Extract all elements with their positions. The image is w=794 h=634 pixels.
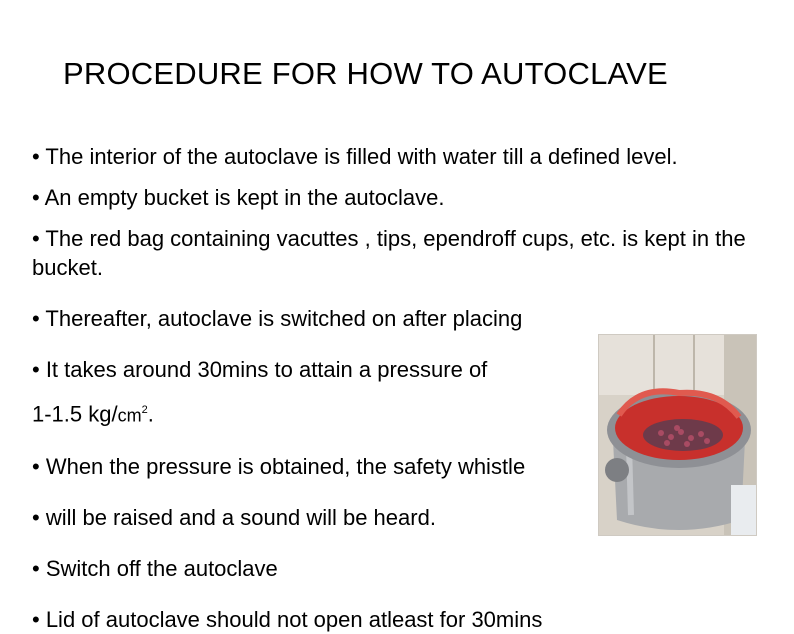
pressure-end: . — [147, 401, 154, 427]
pressure-value: 1-1.5 kg/ — [32, 401, 118, 427]
pressure-exponent: 2 — [141, 404, 148, 416]
pressure-unit: cm — [117, 405, 142, 426]
bullet-lid-wait: • Lid of autoclave should not open atleast for 30mins — [32, 607, 543, 633]
bullet-pressure-time: • It takes around 30mins to attain a pressure of — [32, 357, 488, 382]
bullet-empty-bucket: • An empty bucket is kept in the autoclave. — [32, 185, 445, 210]
bullet-sound: • will be raised and a sound will be heard. — [32, 505, 436, 531]
bullet-switch-off: • Switch off the autoclave — [32, 556, 278, 582]
autoclave-illustration — [599, 335, 756, 535]
bullet-safety-whistle: • When the pressure is obtained, the safety whistle — [32, 454, 526, 480]
slide-title: PROCEDURE FOR HOW TO AUTOCLAVE — [63, 56, 668, 91]
autoclave-photo — [598, 334, 757, 536]
bullet-red-bag: • The red bag containing vacuttes , tips, ependroff cups, etc. is kept in the bucket. — [32, 226, 746, 280]
bullet-switch-on: • Thereafter, autoclave is switched on after placing — [32, 306, 523, 331]
bullet-fill-water: • The interior of the autoclave is filled with water till a defined level. — [32, 144, 678, 169]
